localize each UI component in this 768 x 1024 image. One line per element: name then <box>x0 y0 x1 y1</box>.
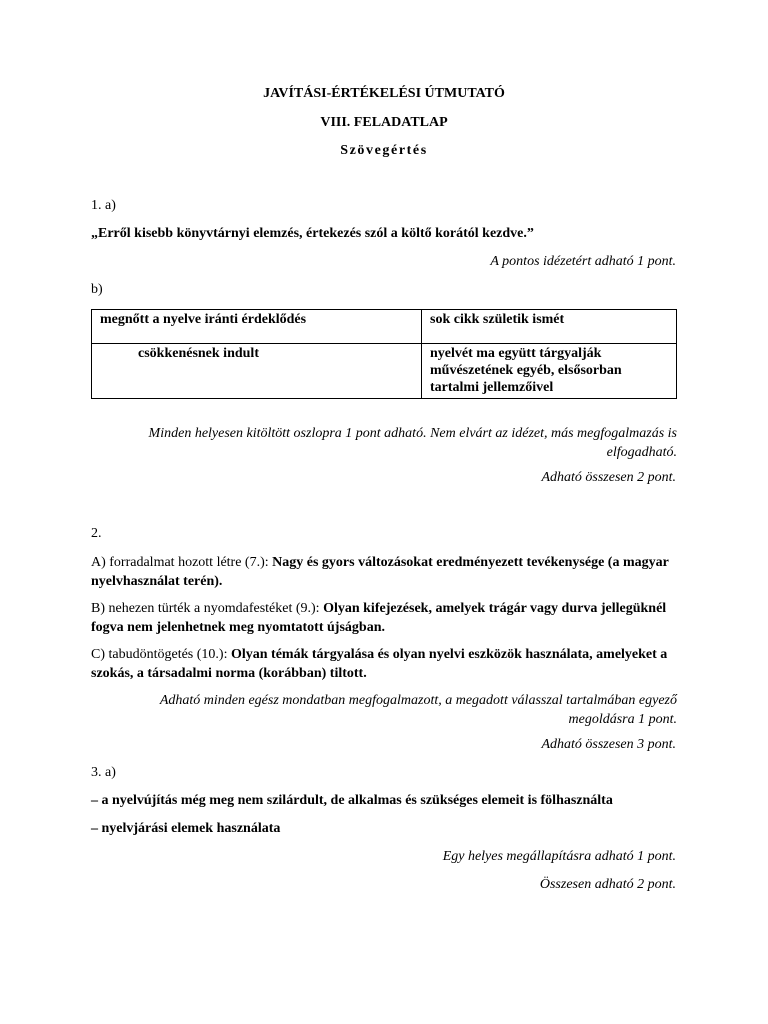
table-cell: nyelvét ma együtt tárgyalják művészetének egyéb, elsősorban tartalmi jellemzőivel <box>422 344 677 399</box>
worksheet-title: VIII. FELADATLAP <box>320 115 448 130</box>
question-2a <box>91 553 677 591</box>
question-2b-answer: Olyan kifejezések, amelyek trágár vagy durva jellegüknél fogva nem jelenhetnek meg nyomtatott újságban. <box>91 601 667 635</box>
question-1a-answer: „Erről kisebb könyvtárnyi elemzés, értekezés szól a költő korától kezdve.” <box>91 226 534 241</box>
question-2-total: Adható összesen 3 pont. <box>541 737 676 752</box>
question-1a-score: A pontos idézetért adható 1 pont. <box>490 254 676 269</box>
section-title: Szövegértés <box>340 143 428 158</box>
table-row <box>92 310 677 344</box>
table-cell: megnőtt a nyelve iránti érdeklődés <box>92 310 422 344</box>
question-2b <box>91 599 677 637</box>
table-cell: csökkenésnek indult <box>92 344 422 399</box>
question-1b-total: Adható összesen 2 pont. <box>541 470 676 485</box>
question-2a-term: A) forradalmat hozott létre (7.): <box>91 555 273 570</box>
question-3a-total: Összesen adható 2 pont. <box>539 877 676 892</box>
question-2c <box>91 645 677 683</box>
question-2c-term: C) tabudöntögetés (10.): <box>91 647 231 662</box>
question-1b-note: Minden helyesen kitöltött oszlopra 1 pont adható. Nem elvárt az idézet, más megfogalmazás is elfogadható. <box>148 426 677 460</box>
question-3a-score: Egy helyes megállapításra adható 1 pont. <box>442 849 676 864</box>
answer-table <box>91 309 677 399</box>
question-2-note: Adható minden egész mondatban megfogalmazott, a megadott válasszal tartalmában egyező megoldásra 1 pont. <box>159 693 677 727</box>
question-2b-term: B) nehezen türték a nyomdafestéket (9.): <box>91 601 324 616</box>
question-2a-answer: Nagy és gyors változásokat eredményezett tevékenysége (a magyar nyelvhasználat terén). <box>91 555 669 589</box>
question-3a-label: 3. a) <box>91 765 116 780</box>
question-2-label: 2. <box>91 526 102 541</box>
question-2c-answer: Olyan témák tárgyalása és olyan nyelvi eszközök használata, amelyeket a szokás, a társadalmi norma (korábban) tiltott. <box>91 647 668 681</box>
table-cell: sok cikk születik ismét <box>422 310 677 344</box>
question-1b-label: b) <box>91 282 103 297</box>
question-3a-answer-2: – nyelvjárási elemek használata <box>91 821 281 836</box>
question-1a-label: 1. a) <box>91 198 116 213</box>
table-row <box>92 344 677 399</box>
question-3a-answer-1: – a nyelvújítás még meg nem szilárdult, de alkalmas és szükséges elemeit is fölhasználta <box>91 793 613 808</box>
document-title: JAVÍTÁSI-ÉRTÉKELÉSI ÚTMUTATÓ <box>263 86 505 101</box>
